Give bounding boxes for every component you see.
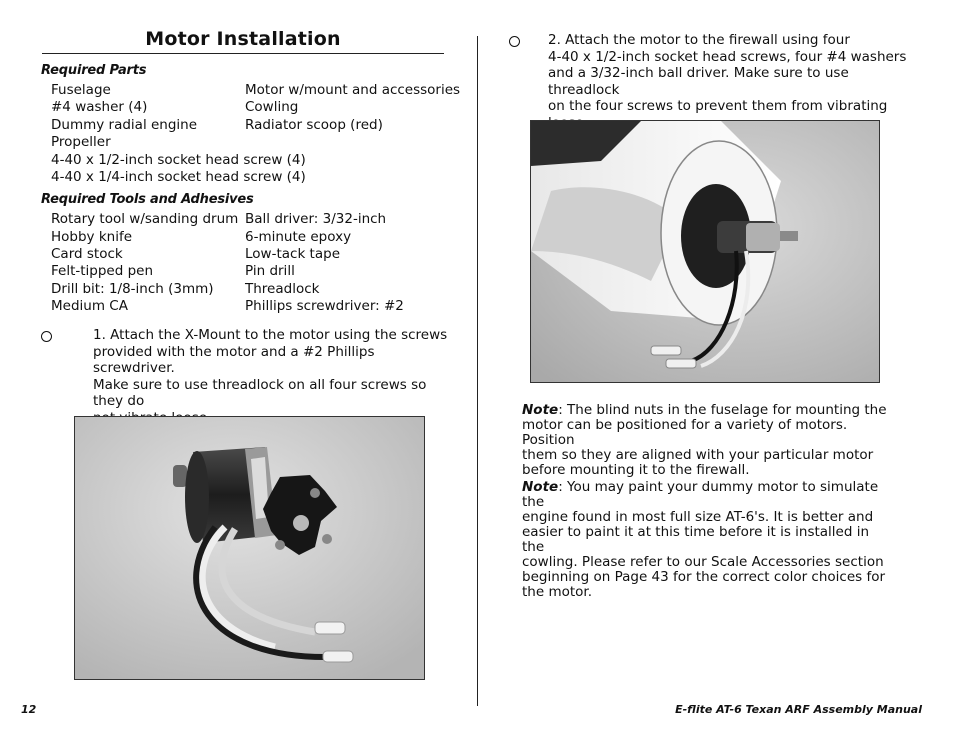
note-line: easier to paint it at this time before it is installed in the (522, 524, 870, 555)
title-rule (42, 53, 444, 54)
parts-item: Cowling (245, 99, 299, 115)
motor-xmount-photo (74, 416, 425, 680)
tools-item: Rotary tool w/sanding drum (51, 211, 239, 227)
firewall-photo-illustration (531, 121, 880, 383)
required-tools-heading: Required Tools and Adhesives (41, 192, 254, 207)
note-dummy-motor (522, 480, 892, 600)
firewall-motor-photo (530, 120, 880, 383)
parts-item: 4-40 x 1/2-inch socket head screw (4) (51, 152, 306, 168)
parts-item: Propeller (51, 134, 111, 150)
parts-item: Radiator scoop (red) (245, 117, 383, 133)
note-blind-nuts (522, 403, 892, 478)
step2-checkbox-icon[interactable] (509, 36, 520, 47)
note-line: before mounting it to the firewall. (522, 462, 750, 478)
tools-item: Low-tack tape (245, 246, 340, 262)
motor-photo-illustration (75, 417, 425, 680)
note-label: Note (522, 402, 559, 418)
step2-text (548, 32, 918, 131)
parts-item: Fuselage (51, 82, 111, 98)
note-line: cowling. Please refer to our Scale Accessories section (522, 554, 884, 570)
page-title: Motor Installation (145, 28, 341, 50)
required-parts-heading: Required Parts (41, 63, 147, 78)
note-line: motor can be positioned for a variety of motors. Position (522, 417, 848, 448)
tools-item: Drill bit: 1/8-inch (3mm) (51, 281, 214, 297)
step1-checkbox-icon[interactable] (41, 331, 52, 342)
tools-item: Phillips screwdriver: #2 (245, 298, 404, 314)
step2-line: 4-40 x 1/2-inch socket head screws, four #4 washers (548, 48, 907, 65)
tools-item: Pin drill (245, 263, 295, 279)
step1-line: 1. Attach the X-Mount to the motor using the screws (93, 327, 448, 343)
note-line: engine found in most full size AT-6's. It is better and (522, 509, 874, 525)
note-label: Note (522, 479, 559, 495)
parts-item: Motor w/mount and accessories (245, 82, 461, 98)
note-line: : You may paint your dummy motor to simulate the (522, 479, 879, 510)
tools-item: Threadlock (245, 281, 320, 297)
column-divider (477, 36, 478, 706)
note-line: : The blind nuts in the fuselage for mounting the (558, 402, 887, 418)
page-number: 12 (21, 703, 37, 716)
parts-item: Dummy radial engine (51, 117, 198, 133)
note-line: them so they are aligned with your particular motor (522, 447, 874, 463)
tools-item: Hobby knife (51, 229, 133, 245)
step1-text (93, 327, 453, 426)
note-line: the motor. (522, 584, 593, 600)
parts-item: 4-40 x 1/4-inch socket head screw (4) (51, 169, 306, 185)
tools-item: Ball driver: 3/32-inch (245, 211, 387, 227)
step1-line: Make sure to use threadlock on all four screws so they do (93, 376, 427, 409)
step2-line: 2. Attach the motor to the firewall using four (548, 32, 850, 48)
note-line: beginning on Page 43 for the correct color choices for (522, 569, 886, 585)
manual-title: E-flite AT-6 Texan ARF Assembly Manual (675, 703, 922, 716)
tools-item: Card stock (51, 246, 123, 262)
tools-item: Medium CA (51, 298, 128, 314)
tools-item: Felt-tipped pen (51, 263, 154, 279)
step2-line: and a 3/32-inch ball driver. Make sure to use threadlock (548, 65, 849, 98)
step1-line: provided with the motor and a #2 Phillips screwdriver. (93, 343, 375, 376)
step2-line: on the four screws to prevent them from vibrating (548, 98, 888, 114)
tools-item: 6-minute epoxy (245, 229, 352, 245)
parts-item: #4 washer (4) (51, 99, 148, 115)
